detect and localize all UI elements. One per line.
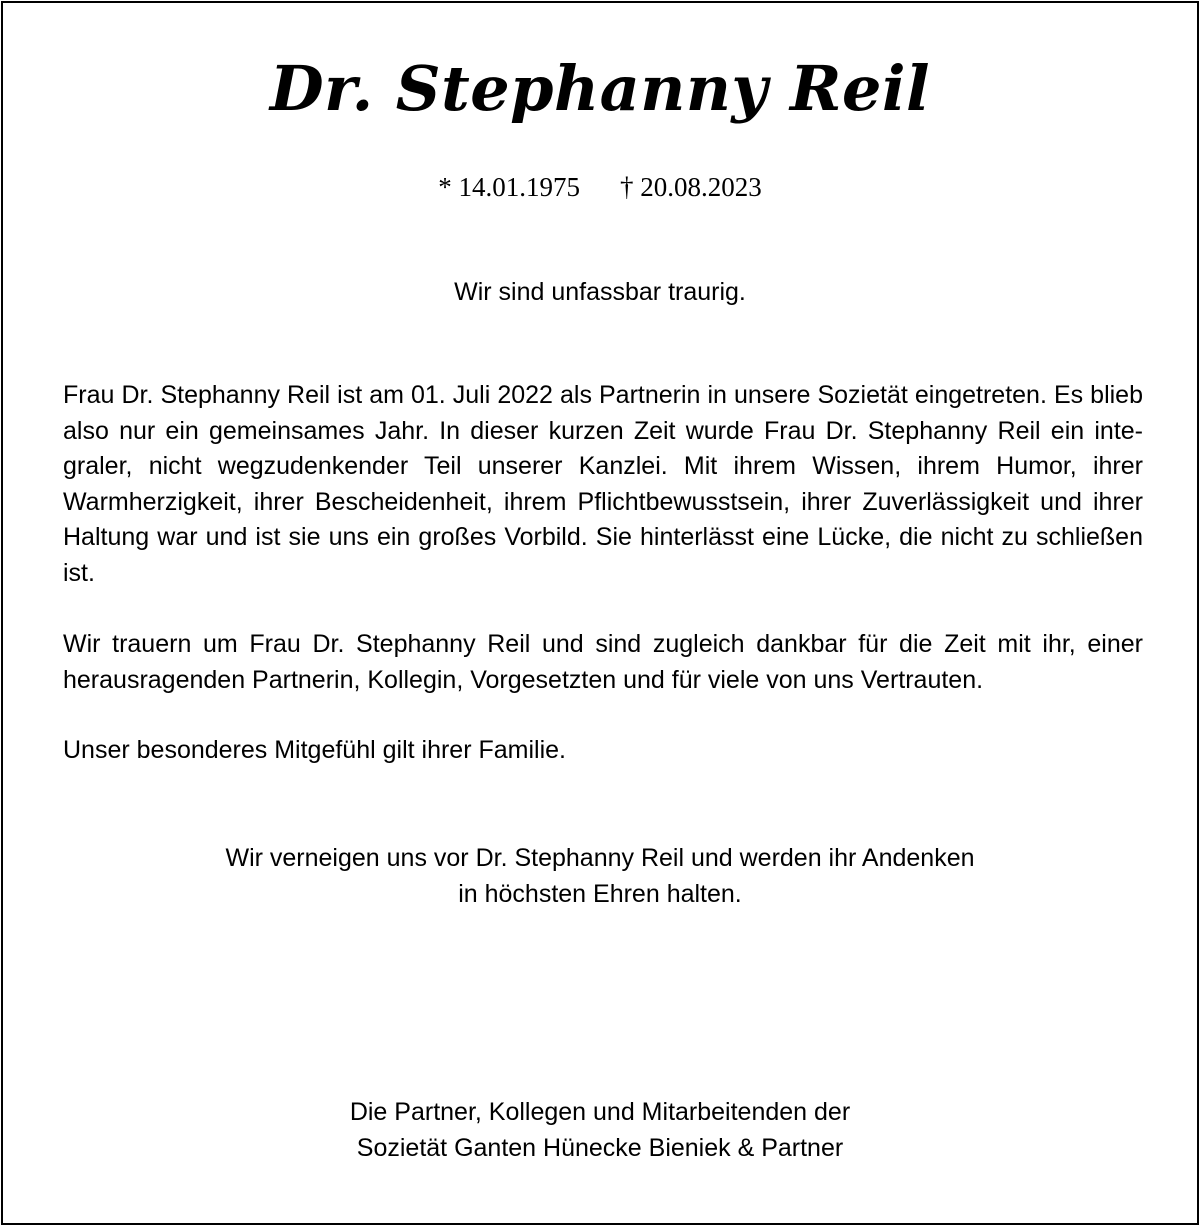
closing-tribute-line-2: in höchsten Ehren halten. (458, 879, 742, 908)
signature (3, 1095, 1197, 1166)
paragraph-condolence: Unser besonderes Mitgefühl gilt ihrer Familie. (63, 736, 566, 764)
birth-date: * 14.01.1975 (438, 172, 580, 202)
closing-tribute (3, 841, 1197, 912)
signature-line-1: Die Partner, Kollegen und Mitarbeitenden der (349, 1098, 851, 1126)
closing-tribute-line-1: Wir verneigen uns vor Dr. Stephanny Reil und werden ihr Andenken (225, 844, 975, 872)
signature-line-2: Sozietät Ganten Hünecke Bieniek & Partner (356, 1133, 844, 1162)
paragraph-mourning: Wir trauern um Frau Dr. Stephanny Reil und sind zugleich dankbar für die Zeit mit ihr, einer herausragenden Partnerin, Kollegin, Vorgesetzten und für viele von uns Vertrauten. (63, 630, 1143, 694)
opening-line: Wir sind unfassbar traurig. (454, 278, 746, 306)
life-dates (3, 169, 1197, 205)
death-date: † 20.08.2023 (620, 172, 762, 202)
obituary-notice (1, 1, 1199, 1225)
deceased-name: Dr. Stephanny Reil (269, 52, 931, 125)
paragraph-tribute: Frau Dr. Stephanny Reil ist am 01. Juli 2022 als Partnerin in unsere Sozietät eingetreten. Es blieb also nur ein gemeinsames Jahr. In dieser kurzen Zeit wurde Frau Dr. Stephanny Reil ein integraler, nicht wegzudenkender Teil unserer Kanzlei. Mit ihrem Wissen, ihrem Humor, ihrer Warmherzigkeit, ihrer Bescheidenheit, ihrem Pflichtbewusstsein, ihrer Zuverlässigkeit und ihrer Haltung war und ist sie uns ein großes Vorbild. Sie hinterlässt eine Lücke, die nicht zu schließen ist. (63, 381, 1143, 587)
